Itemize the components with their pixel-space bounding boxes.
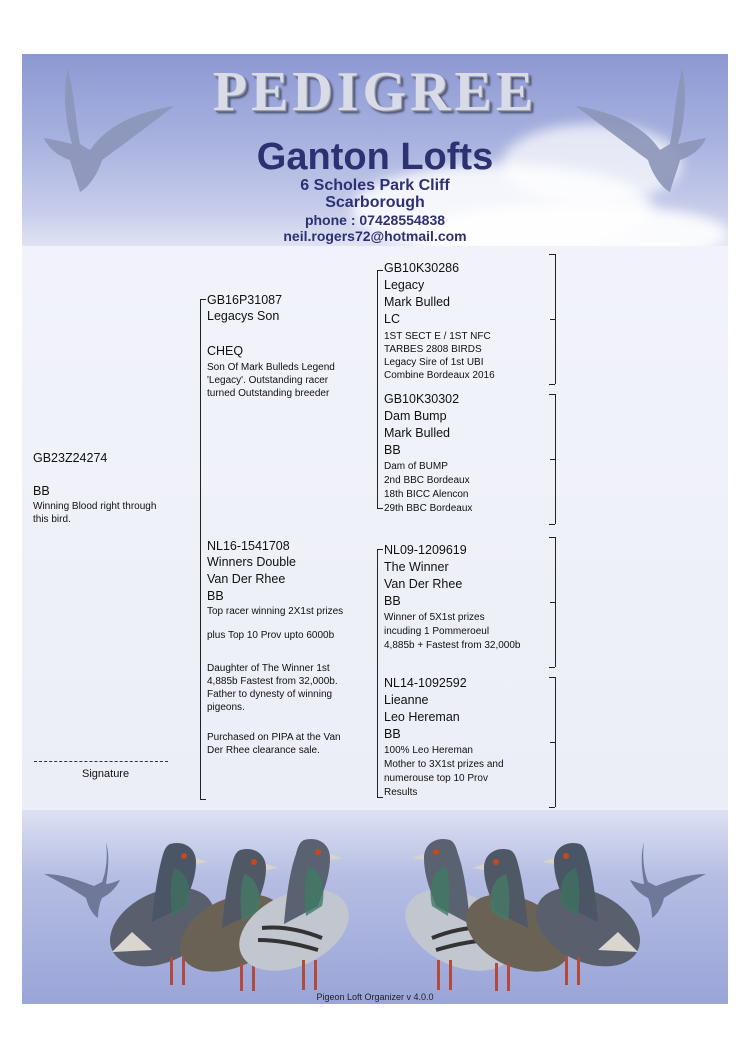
dam-dam-colour: BB [384,727,401,741]
sire-sire-colour: LC [384,312,400,326]
sire-sire-breeder: Mark Bulled [384,295,450,309]
dam-sire-breeder: Van Der Rhee [384,577,463,591]
dam-sire-notes: Winner of 5X1st prizes [384,612,485,623]
sire-sire-ring: GB10K30286 [384,261,460,275]
subject-colour: BB [33,484,50,498]
pedigree-title: PEDIGREE [212,61,538,123]
dam-name: Winners Double [207,555,296,569]
signature-label: Signature [82,768,130,780]
address-line-1: 6 Scholes Park Cliff [300,177,450,194]
dam-dam-ring: NL14-1092592 [384,676,467,690]
sire-dam-ring: GB10K30302 [384,392,460,406]
sire-sire-notes: TARBES 2808 BIRDS [384,344,482,355]
dam-notes: Father to dynesty of winning [207,689,333,700]
footer-version: Pigeon Loft Organizer v 4.0.0 [316,992,434,1002]
sire-colour: CHEQ [207,344,244,358]
sire-notes: 'Legacy'. Outstanding racer [207,375,329,386]
loft-name: Ganton Lofts [256,136,494,178]
dam-colour: BB [207,589,224,603]
footer-banner [22,810,728,1004]
dam-notes: Top racer winning 2X1st prizes [207,606,344,617]
signature-line [34,761,168,762]
sire-dam-colour: BB [384,443,401,457]
dam-dam-notes: numerouse top 10 Prov [384,773,488,784]
subject-ring: GB23Z24274 [33,451,108,465]
standing-pigeon-icon [518,832,658,997]
address-line-2: Scarborough [325,194,425,211]
dam-sire-ring: NL09-1209619 [384,543,467,557]
dam-sire-notes: incuding 1 Pommeroeul [384,626,490,637]
standing-pigeon-icon [222,828,372,1003]
dam-dam-notes: Mother to 3X1st prizes and [384,759,504,770]
sire-sire-notes: 1ST SECT E / 1ST NFC [384,331,491,342]
header-banner [22,54,728,246]
sire-dam-notes: Dam of BUMP [384,461,448,472]
sire-dam-name: Dam Bump [384,409,447,423]
sire-dam-notes: 18th BICC Alencon [384,489,469,500]
subject-notes-1: Winning Blood right through [33,501,157,512]
dam-sire-notes: 4,885b + Fastest from 32,000b [384,640,521,651]
subject-notes-2: this bird. [33,514,71,525]
dam-dam-notes: Results [384,787,418,798]
sire-name: Legacys Son [207,309,280,323]
dam-breeder: Van Der Rhee [207,572,286,586]
pedigree-sheet [22,54,728,1004]
phone-number: phone : 07428554838 [304,212,446,228]
dam-notes: 4,885b Fastest from 32,000b. [207,676,338,687]
sire-notes: turned Outstanding breeder [207,388,330,399]
sire-notes: Son Of Mark Bulleds Legend [207,362,335,373]
dam-notes: Purchased on PIPA at the Van [207,732,341,743]
sire-dam-breeder: Mark Bulled [384,426,450,440]
dam-ring: NL16-1541708 [207,539,290,553]
dam-sire-colour: BB [384,594,401,608]
sire-dam-notes: 2nd BBC Bordeaux [384,475,470,486]
sire-ring: GB16P31087 [207,293,283,307]
dam-notes: pigeons. [207,702,245,713]
email-address: neil.rogers72@hotmail.com [283,228,467,244]
sire-sire-notes: Combine Bordeaux 2016 [384,370,495,381]
dam-dam-breeder: Leo Hereman [384,710,460,724]
dam-dam-notes: 100% Leo Hereman [384,745,473,756]
sire-sire-name: Legacy [384,278,425,292]
sire-sire-notes: Legacy Sire of 1st UBI [384,357,484,368]
sire-dam-notes: 29th BBC Bordeaux [384,503,473,514]
dam-dam-name: Lieanne [384,693,429,707]
dam-notes: Der Rhee clearance sale. [207,745,320,756]
dam-notes: plus Top 10 Prov upto 6000b [207,630,335,641]
dam-sire-name: The Winner [384,560,449,574]
dam-notes: Daughter of The Winner 1st [207,663,330,674]
